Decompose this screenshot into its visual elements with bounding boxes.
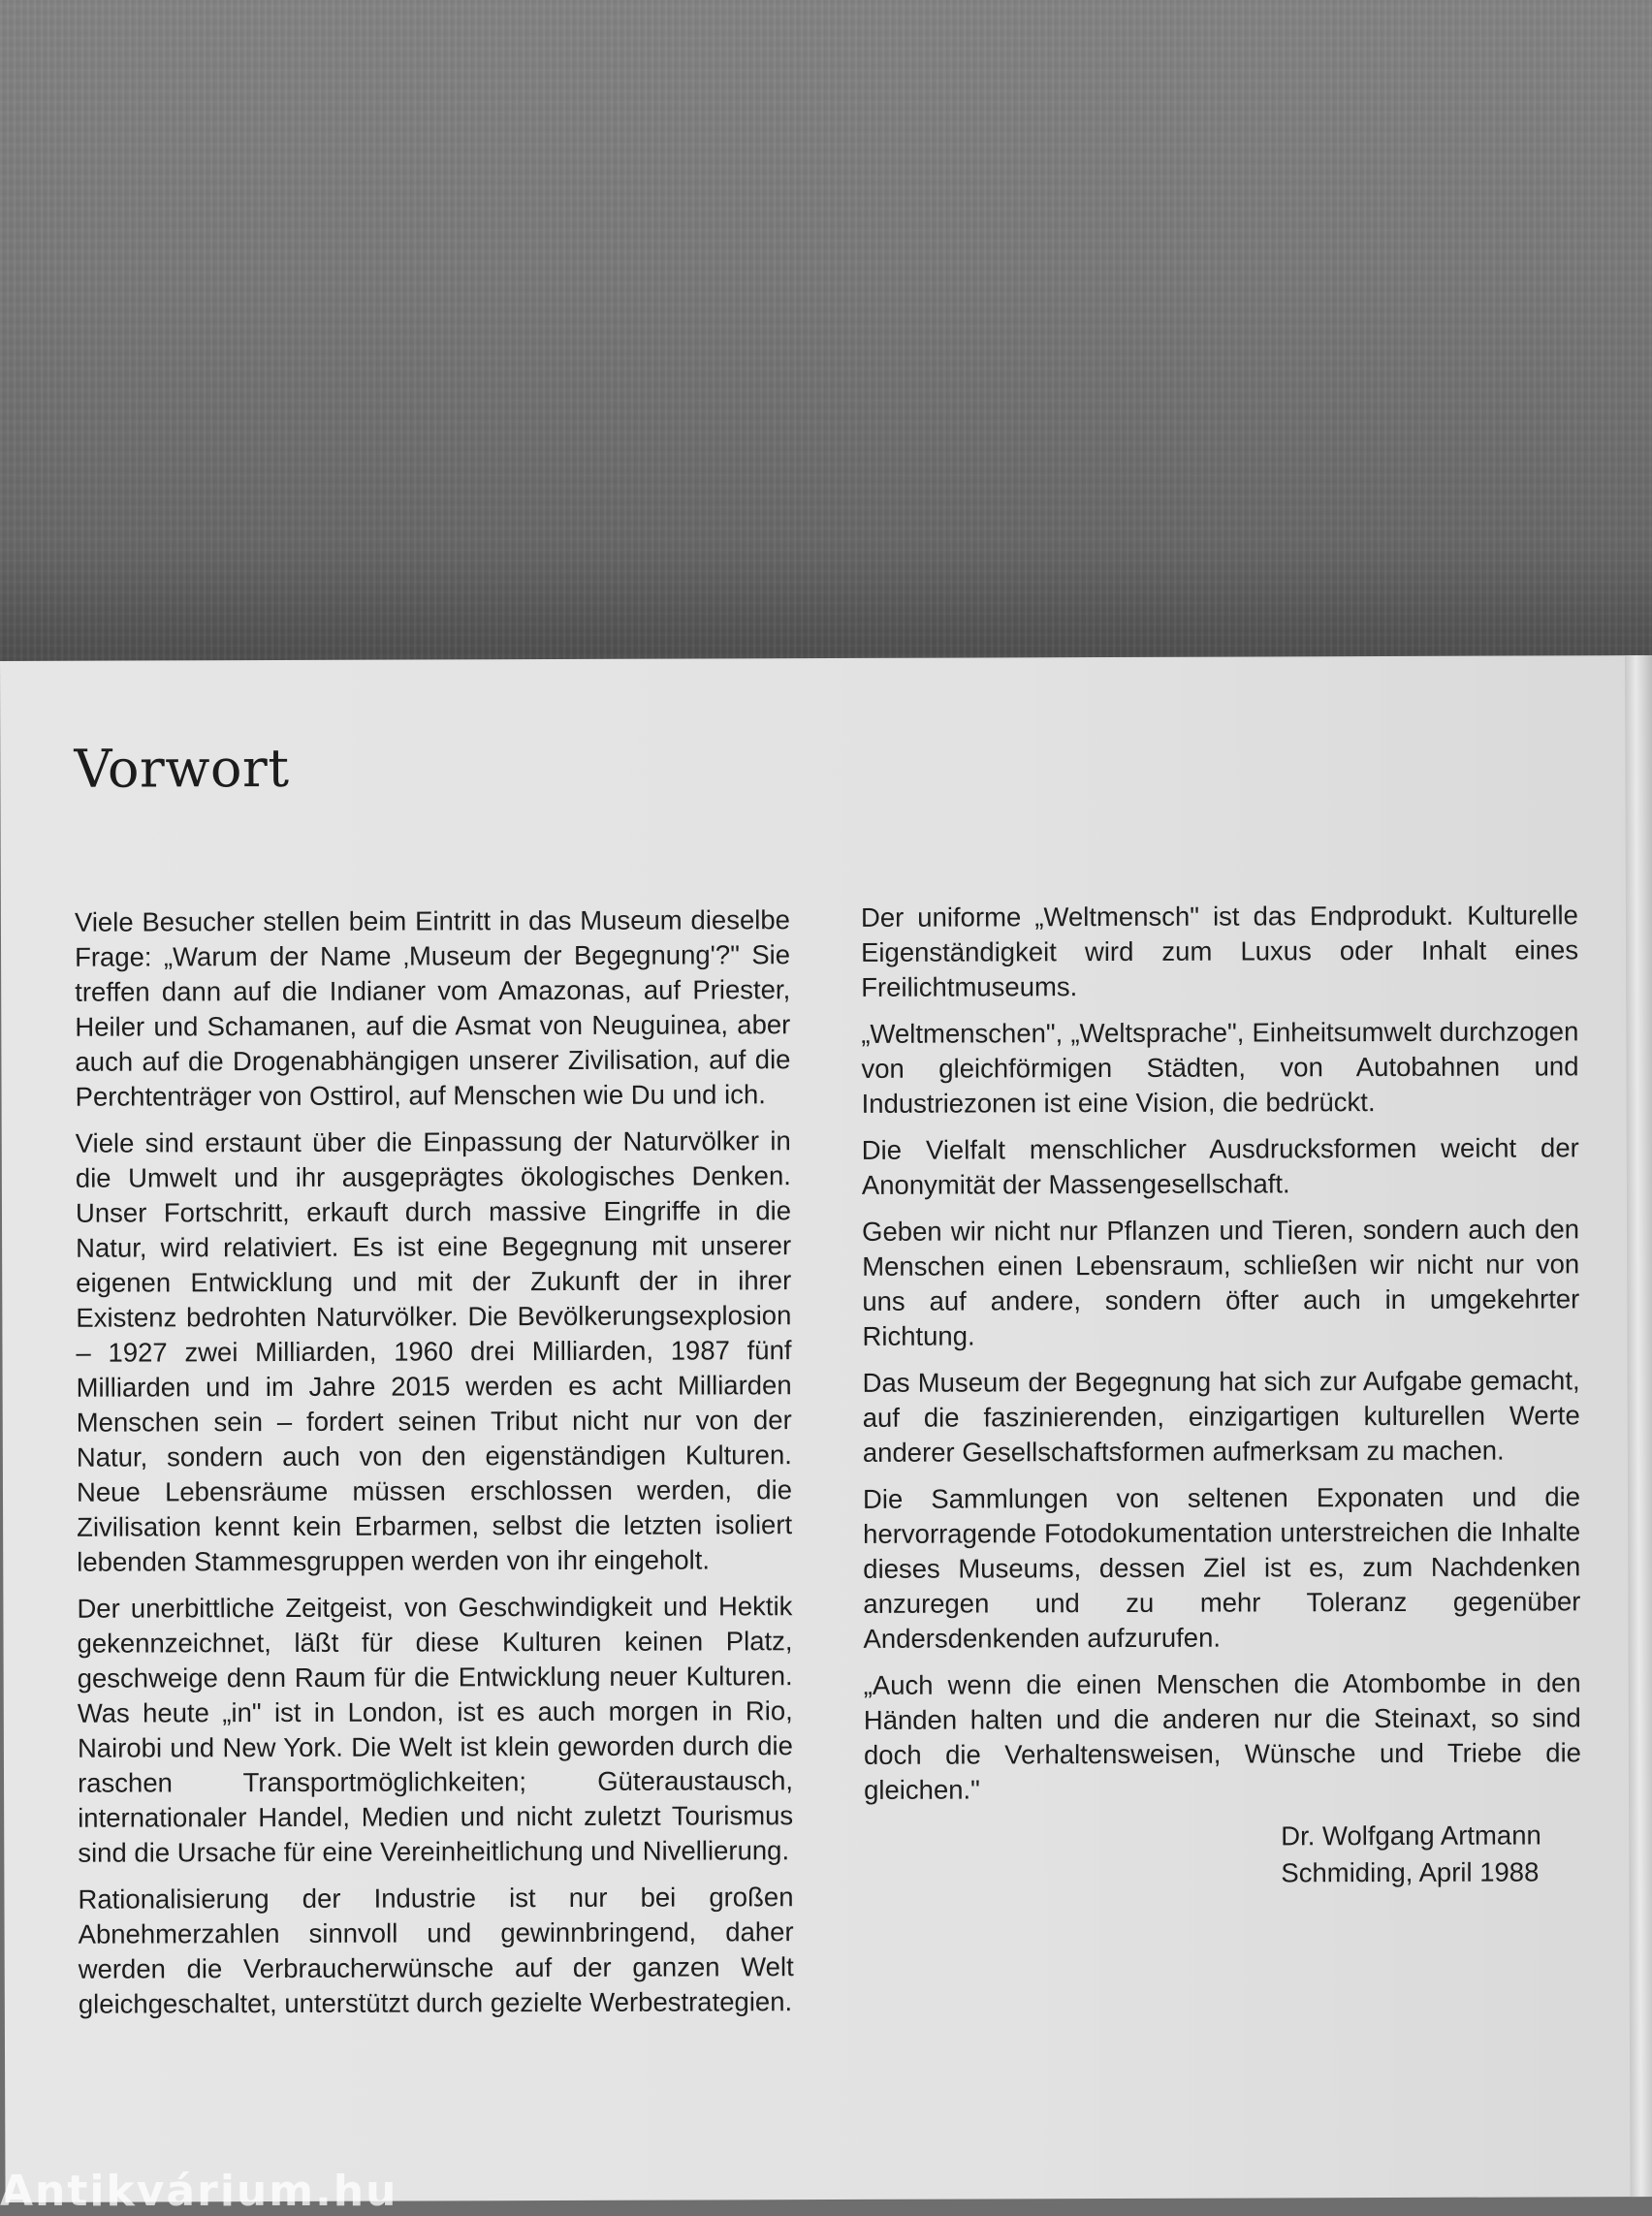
watermark-text: Antikvárium.hu [0, 2167, 398, 2216]
page-title: Vorwort [74, 737, 290, 800]
page-edge [1625, 655, 1652, 2197]
paragraph: Die Vielfalt menschlicher Ausdrucksformen weicht der Anonymität der Massengesellschaft. [861, 1132, 1579, 1200]
paragraph: „Weltmenschen", „Weltsprache", Einheitsumwelt durchzogen von gleichförmigen Städten, von Autobahnen und Industriezonen ist eine Vision, die bedrückt. [861, 1016, 1579, 1119]
quote-paragraph: „Auch wenn die einen Menschen die Atombombe in den Händen halten und die anderen nur die Steinaxt, so sind doch die Verhaltensweisen, Wünsche und Triebe die gleichen." [863, 1667, 1581, 1805]
paragraph: Rationalisierung der Industrie ist nur bei großen Abnehmerzahlen sinnvoll und gewinnbringend, daher werden die Verbraucherwünsche auf der ganzen Welt gleichgeschaltet, unterstützt durch gezielte Werbestrategien. [78, 1882, 794, 2019]
right-column [861, 898, 1582, 1893]
signature-block [1281, 1817, 1581, 1891]
author-name: Dr. Wolfgang Artmann [1281, 1820, 1541, 1852]
book-page [0, 655, 1652, 2202]
paragraph: Der unerbittliche Zeitgeist, von Geschwindigkeit und Hektik gekennzeichnet, läßt für diese Kulturen keinen Platz, geschweige denn Raum für die Entwicklung neuer Kulturen. Was heute „in" ist in London, ist es auch morgen in Rio, Nairobi und New York. Die Welt ist klein geworden durch die raschen Transportmöglichkeiten; Güteraustausch, internationaler Handel, Medien und nicht zuletzt Tourismus sind die Ursache für eine Vereinheitlichung und Nivellierung. [77, 1591, 794, 1868]
paragraph: Geben wir nicht nur Pflanzen und Tieren, sondern auch den Menschen einen Lebensraum, schließen wir nicht nur von uns auf andere, sondern öfter auch in umgekehrter Richtung. [862, 1214, 1580, 1351]
left-column [75, 902, 794, 2034]
paragraph: Viele Besucher stellen beim Eintritt in das Museum dieselbe Frage: „Warum der Name ‚Museum der Begegnung'?" Sie treffen dann auf die Indianer vom Amazonas, auf Priester, Heiler und Schamanen, auf die Asmat von Neuguinea, aber auch auf die Drogenabhängigen unserer Zivilisation, auf die Perchtenträger von Osttirol, auf Menschen wie Du und ich. [74, 904, 791, 1112]
paragraph: Der uniforme „Weltmensch" ist das Endprodukt. Kulturelle Eigenständigkeit wird zum Luxus oder Inhalt eines Freilichtmuseums. [860, 900, 1579, 1002]
paragraph: Das Museum der Begegnung hat sich zur Aufgabe gemacht, auf die faszinierenden, einzigartigen kulturellen Werte anderer Gesellschaftsformen aufmerksam zu machen. [862, 1365, 1580, 1468]
paragraph: Viele sind erstaunt über die Einpassung der Naturvölker in die Umwelt und ihr ausgeprägtes ökologisches Denken. Unser Fortschritt, erkauft durch massive Eingriffe in die Natur, wird relativiert. Es ist eine Begegnung mit unserer eigenen Entwicklung und mit der Zukunft der in ihrer Existenz bedrohten Naturvölker. Die Bevölkerungsexplosion – 1927 zwei Milliarden, 1960 drei Milliarden, 1987 fünf Milliarden und im Jahre 2015 werden es acht Milliarden Menschen sein – fordert seinen Tribut nicht nur von der Natur, sondern auch von den eigenständigen Kulturen. Neue Lebensräume müssen erschlossen werden, die Zivilisation kennt kein Erbarmen, selbst die letzten isoliert lebenden Stammesgruppen werden von ihr eingeholt. [75, 1125, 793, 1577]
paragraph: Die Sammlungen von seltenen Exponaten und die hervorragende Fotodokumentation unterstreichen die Inhalte dieses Museums, dessen Ziel ist es, zum Nachdenken anzuregen und zu mehr Toleranz gegenüber Andersdenkenden aufzurufen. [862, 1481, 1581, 1654]
place-date: Schmiding, April 1988 [1281, 1856, 1540, 1888]
table-surface [0, 0, 1652, 679]
